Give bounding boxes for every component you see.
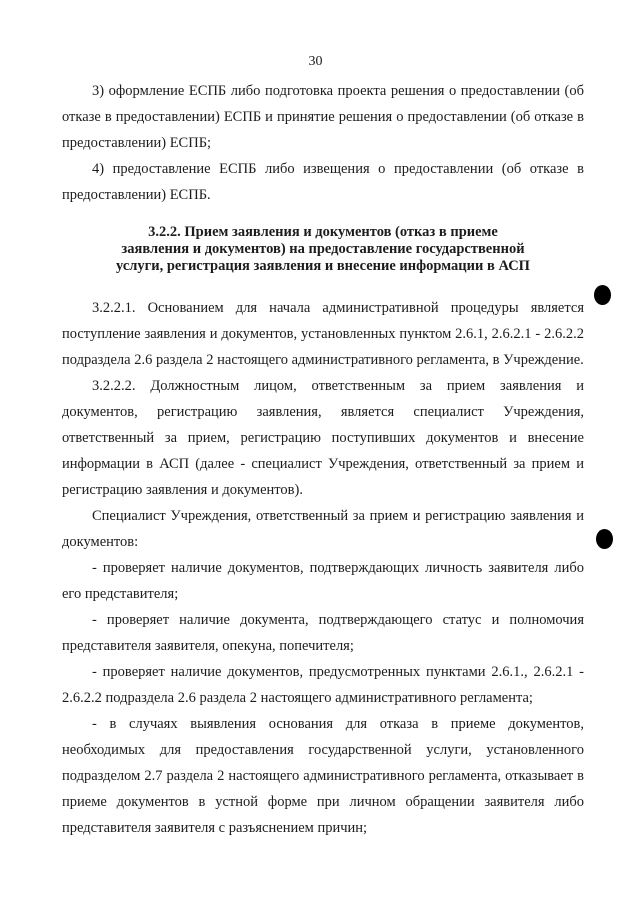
heading-line: услуги, регистрация заявления и внесение информации в АСП <box>116 258 530 274</box>
list-item: - проверяет наличие документа, подтверждающего статус и полномочия представителя заявителя, опекуна, попечителя; <box>62 612 584 654</box>
punch-hole-mark <box>594 285 611 305</box>
section-heading <box>62 224 584 275</box>
paragraph: 3.2.2.2. Должностным лицом, ответственным за прием заявления и документов, регистрацию заявления, является специалист Учреждения, ответственный за прием, регистрацию поступивших документов и внесение информации в АСП (далее - специалист Учреждения, ответственный за прием и регистрацию заявления и документов). <box>62 378 584 498</box>
list-item: - проверяет наличие документов, предусмотренных пунктами 2.6.1., 2.6.2.1 - 2.6.2.2 подраздела 2.6 раздела 2 настоящего административного регламента; <box>62 664 584 706</box>
paragraph: 3.2.2.1. Основанием для начала административной процедуры является поступление заявления и документов, установленных пунктом 2.6.1, 2.6.2.1 - 2.6.2.2 подраздела 2.6 раздела 2 настоящего административного регламента, в Учреждение. <box>62 300 584 368</box>
document-body <box>62 78 584 841</box>
list-item: - проверяет наличие документов, подтверждающих личность заявителя либо его представителя; <box>62 560 584 602</box>
heading-line: заявления и документов) на предоставление государственной <box>121 241 525 257</box>
paragraph: Специалист Учреждения, ответственный за прием и регистрацию заявления и документов: <box>62 508 584 550</box>
paragraph: 4) предоставление ЕСПБ либо извещения о предоставлении (об отказе в предоставлении) ЕСПБ. <box>62 161 584 203</box>
paragraph: 3) оформление ЕСПБ либо подготовка проекта решения о предоставлении (об отказе в предоставлении) ЕСПБ и принятие решения о предоставлении (об отказе в предоставлении) ЕСПБ; <box>62 83 584 151</box>
punch-hole-mark <box>596 529 613 549</box>
list-item: - в случаях выявления основания для отказа в приеме документов, необходимых для предоставления государственной услуги, установленного подразделом 2.7 раздела 2 настоящего административного регламента, отказывает в приеме документов в устной форме при личном обращении заявителя либо представителя заявителя с разъяснением причин; <box>62 716 584 836</box>
heading-line: 3.2.2. Прием заявления и документов (отказ в приеме <box>148 224 498 240</box>
page-number: 30 <box>308 54 323 69</box>
